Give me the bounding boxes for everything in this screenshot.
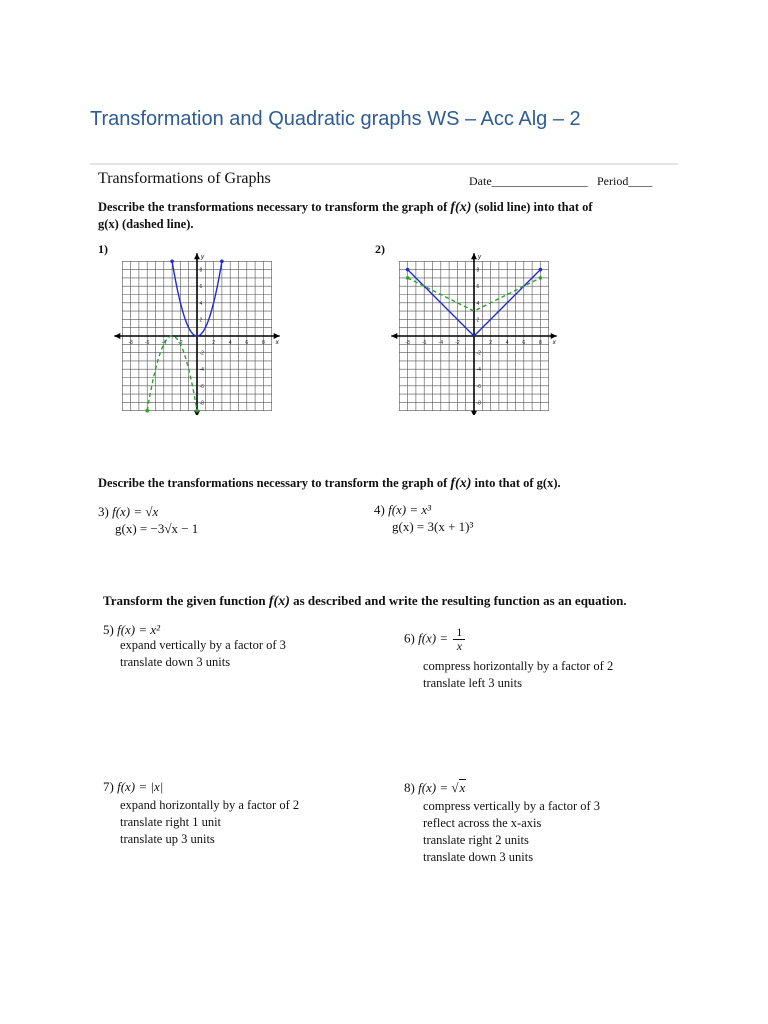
graph2-x-tick-label: -4	[438, 340, 444, 346]
problem-8-step: translate down 3 units	[423, 850, 534, 864]
problem-6-step: compress horizontally by a factor of 2	[423, 659, 614, 673]
graph1-x-tick-label: 4	[228, 340, 232, 346]
document-title: Transformation and Quadratic graphs WS – Acc Alg – 2	[90, 108, 581, 130]
graph2-x-tick-label: 8	[539, 340, 542, 346]
problem-5-step: expand vertically by a factor of 3	[120, 638, 286, 652]
graph2-x-tick-label: -8	[405, 340, 410, 346]
graph1-y-tick-label: 6	[199, 284, 203, 291]
problem-6-fraction: $\frac{1}{x}$	[453, 626, 465, 653]
graph1-x-tick-label: -4	[161, 340, 167, 346]
graph1-x-tick-label: -2	[178, 340, 183, 346]
problem-1-graph	[110, 250, 285, 415]
graph1-x-tick-label: 8	[262, 340, 265, 346]
graph1-x-tick-label: 6	[245, 340, 249, 346]
graph2-y-tick-label: 4	[476, 300, 480, 307]
problem-6-step: translate left 3 units	[423, 676, 522, 690]
graph2-y-tick-label: 8	[476, 267, 480, 274]
graph2-dashed-endpoint	[539, 276, 543, 280]
graph1-dashed-endpoint	[195, 409, 199, 413]
graph2-x-tick-label: 2	[489, 340, 492, 346]
problem-7-step: translate up 3 units	[120, 832, 215, 846]
graph2-x-arrow-right	[551, 333, 557, 339]
section1-instruction-line2: g(x) (dashed line).	[98, 217, 194, 231]
date-field-label: Date________________	[469, 174, 588, 188]
graph2-x-tick-label: 4	[505, 340, 509, 346]
section3-instruction: Transform the given function f(x) as described and write the resulting function as an equation.	[103, 593, 627, 609]
problem-8-steps	[423, 798, 600, 866]
problem-1-number: 1)	[98, 242, 108, 256]
problem-8-step: translate right 2 units	[423, 833, 529, 847]
graph1-solid-endpoint	[220, 260, 224, 264]
problem-8-step: compress vertically by a factor of 3	[423, 799, 601, 813]
problem-5-steps	[120, 637, 286, 671]
graph1-y-tick-label: 2	[199, 317, 203, 324]
problem-7-step: expand horizontally by a factor of 2	[120, 798, 300, 812]
graph2-y-tick-label: -8	[476, 400, 481, 407]
graph1-y-tick-label: -2	[199, 350, 204, 357]
graph1-y-tick-label: -8	[199, 400, 204, 407]
problem-6-steps	[423, 658, 613, 692]
graph2-x-tick-label: -2	[455, 340, 460, 346]
graph2-y-tick-label: 6	[476, 284, 480, 291]
problem-7-step: translate right 1 unit	[120, 815, 222, 829]
graph2-solid-endpoint	[406, 268, 410, 272]
problem-2-graph	[387, 250, 562, 415]
graph2-y-tick-label: -2	[476, 350, 481, 357]
problem-6: 6) f(x) = $\frac{1}{x}$	[404, 626, 465, 653]
problem-3-g: g(x) = −3√x − 1	[115, 521, 199, 536]
problem-2-number: 2)	[375, 242, 385, 256]
graph1-x-arrow-right	[274, 333, 280, 339]
graph1-x-tick-label: -6	[144, 340, 150, 346]
graph1-y-tick-label: -6	[199, 383, 204, 390]
problem-4: 4) f(x) = x³	[374, 502, 432, 517]
graph1-x-axis-label: x	[275, 340, 279, 346]
graph1-y-tick-label: -4	[199, 367, 204, 374]
graph2-y-arrow-bottom	[471, 411, 477, 415]
graph1-y-tick-label: 4	[199, 300, 203, 307]
problem-5-step: translate down 3 units	[120, 655, 231, 669]
graph2-x-tick-label: 6	[522, 340, 526, 346]
graph2-x-arrow-left	[391, 333, 397, 339]
problem-8-step: reflect across the x-axis	[423, 816, 542, 830]
graph2-y-tick-label: 2	[476, 317, 480, 324]
problem-8: 8) f(x) = √x	[404, 780, 466, 795]
graph1-x-tick-label: 2	[212, 340, 215, 346]
section1-instruction-line1: Describe the transformations necessary to transform the graph of f(x) (solid line) into that of	[98, 200, 593, 215]
worksheet-title: Transformations of Graphs	[98, 170, 271, 187]
graph2-y-arrow-top	[471, 253, 477, 259]
graph2-y-tick-label: -6	[476, 383, 481, 390]
graph1-y-tick-label: 8	[199, 267, 203, 274]
graph1-x-arrow-left	[114, 333, 120, 339]
graph2-y-axis-label: y	[478, 254, 481, 261]
graph1-x-tick-label: -8	[128, 340, 133, 346]
graph2-y-tick-label: -4	[476, 367, 481, 374]
graph1-solid-endpoint	[170, 260, 174, 264]
graph2-x-tick-label: -6	[421, 340, 427, 346]
graph1-y-axis-label: y	[201, 254, 204, 261]
section2-instruction: Describe the transformations necessary to transform the graph of f(x) into that of g(x).	[98, 476, 561, 491]
graph2-x-axis-label: x	[552, 340, 556, 346]
problem-5: 5) f(x) = x²	[103, 622, 161, 637]
problem-3: 3) f(x) = √x	[98, 504, 159, 519]
problem-7: 7) f(x) = |x|	[103, 779, 164, 794]
header-divider	[90, 163, 678, 165]
graph1-dashed-endpoint	[145, 409, 149, 413]
period-field-label: Period____	[597, 174, 653, 188]
graph1-y-arrow-top	[194, 253, 200, 259]
graph2-dashed-endpoint	[406, 276, 410, 280]
problem-4-g: g(x) = 3(x + 1)³	[392, 519, 474, 534]
graph2-solid-endpoint	[539, 268, 543, 272]
problem-7-steps	[120, 797, 299, 848]
